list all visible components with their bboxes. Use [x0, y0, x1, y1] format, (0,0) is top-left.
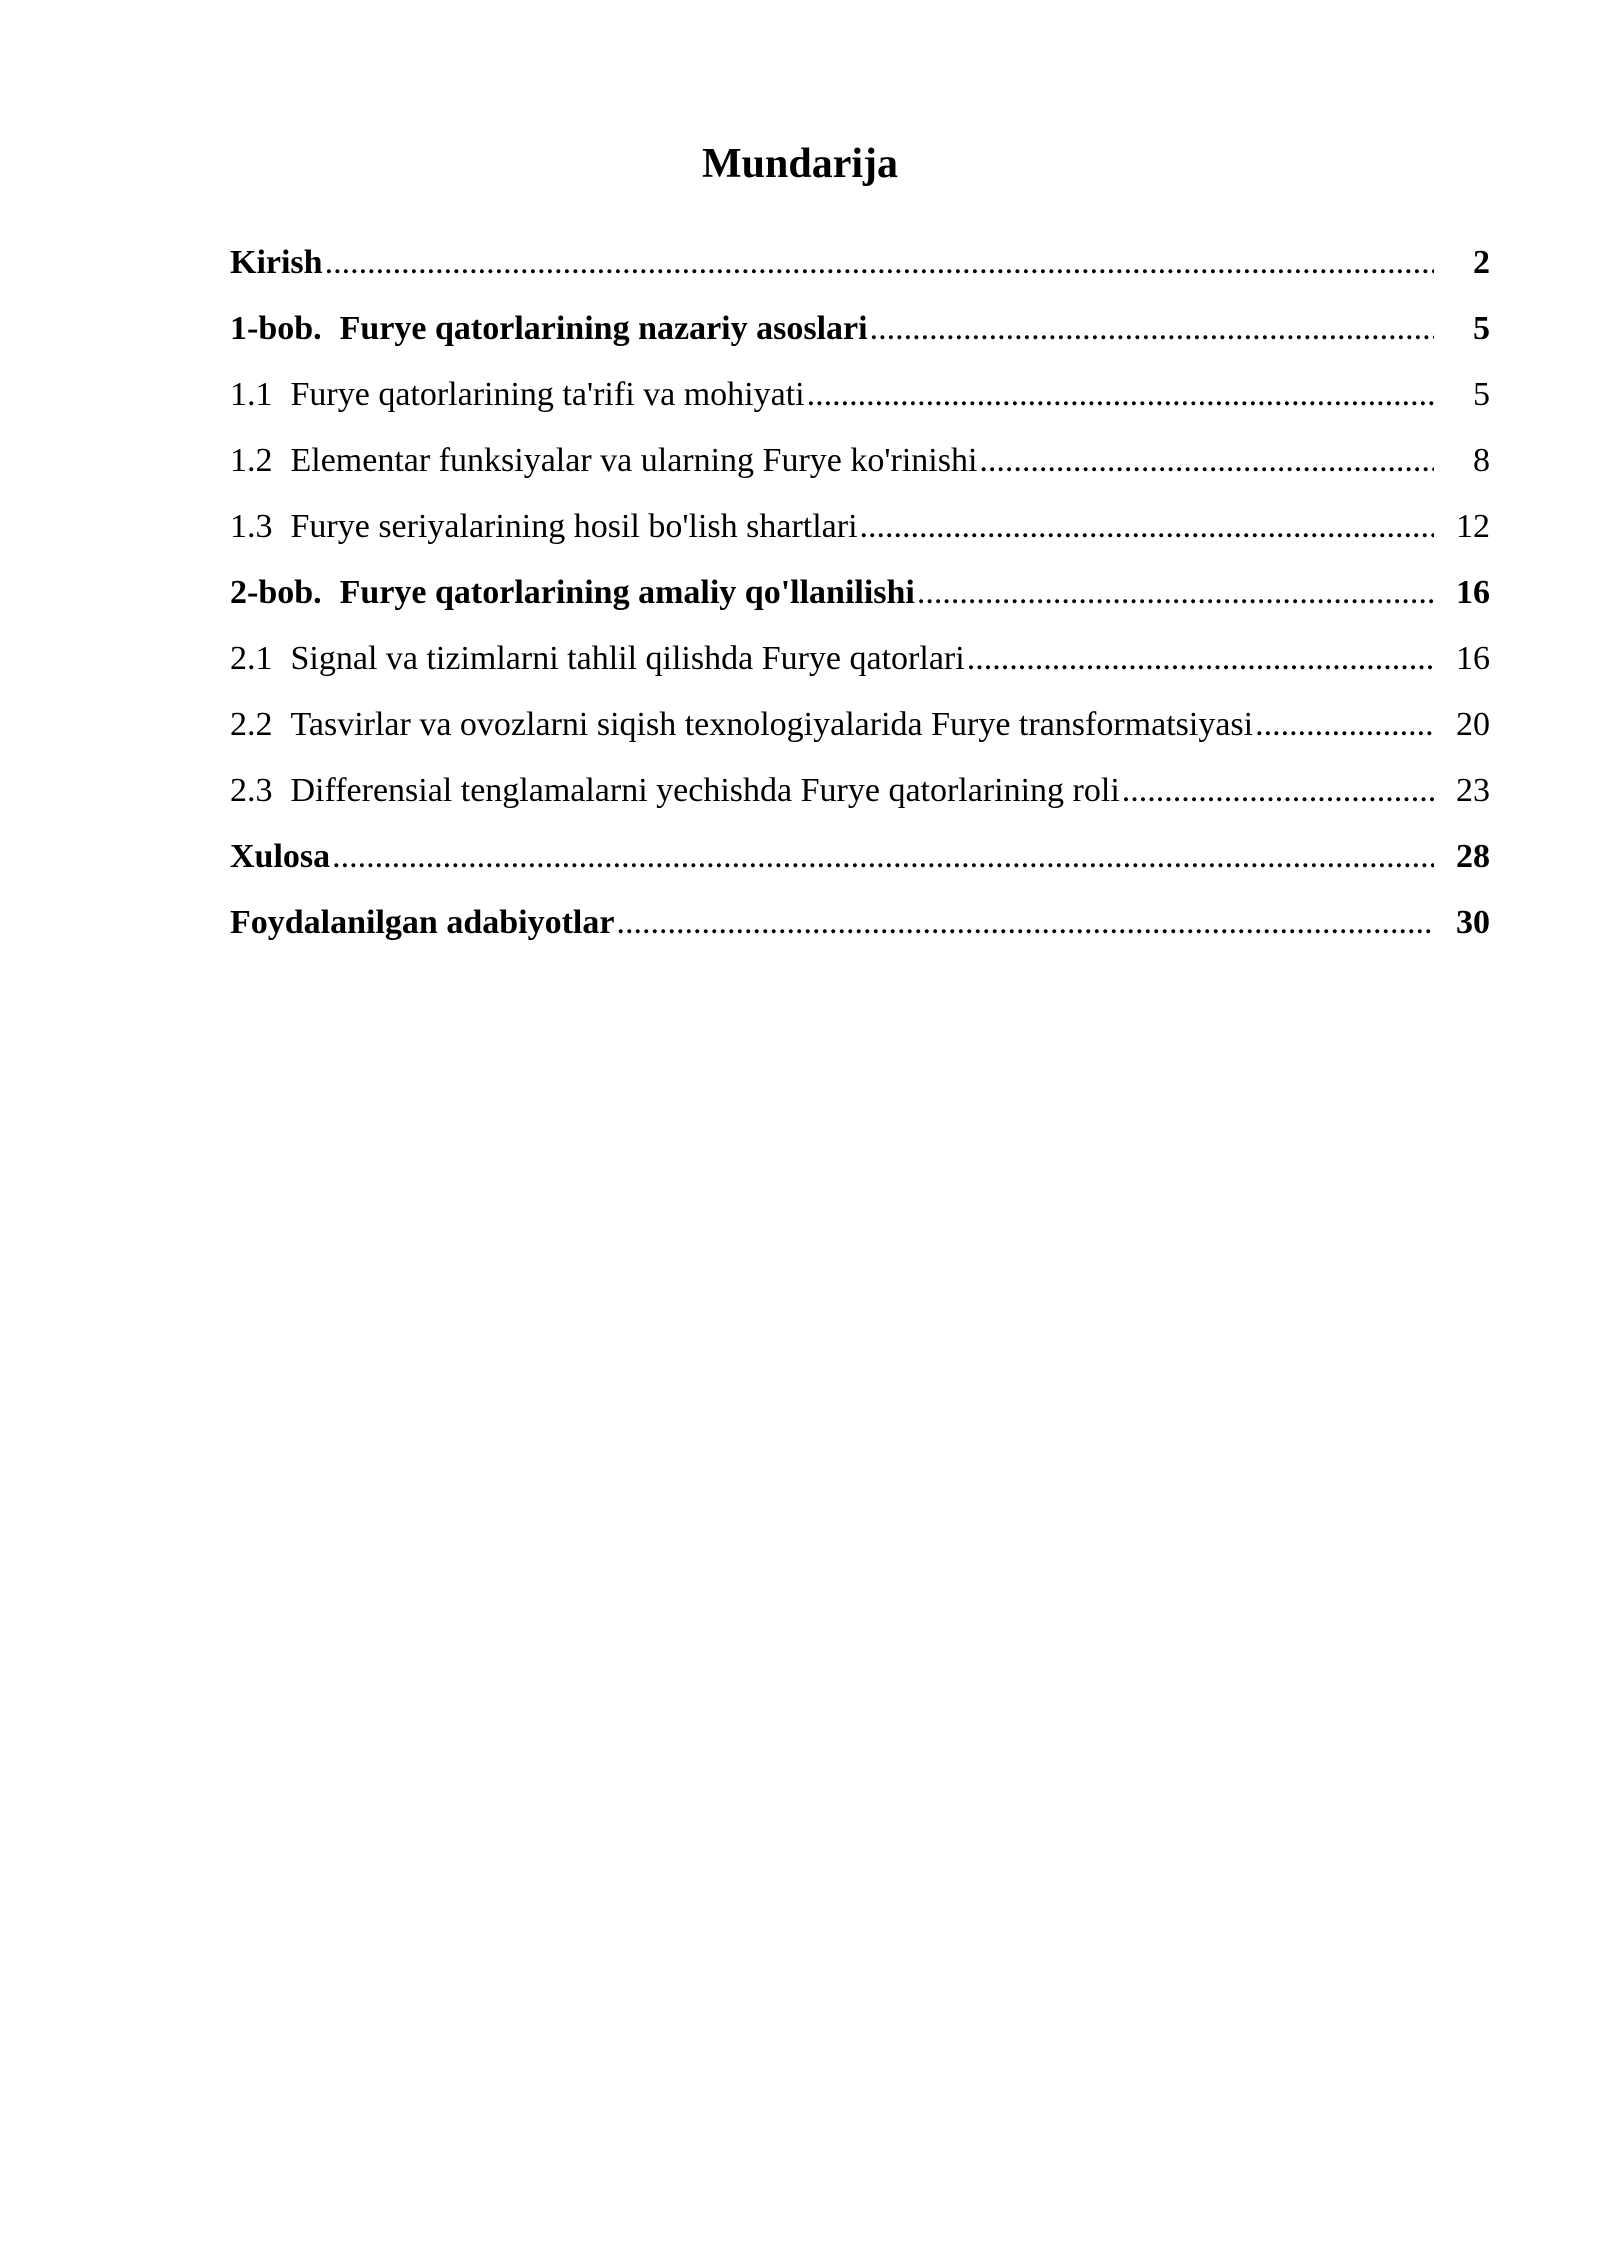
- toc-entry-label: [230, 574, 915, 612]
- toc-leader-dots: [979, 442, 1434, 480]
- toc-entry-section-2-1: [230, 640, 1490, 706]
- toc-entry-label: [230, 508, 858, 546]
- toc-leader-dots: [807, 376, 1434, 414]
- toc-entry-label: [230, 904, 614, 942]
- toc-entry-title: Xulosa: [230, 838, 331, 875]
- toc-entry-label: [230, 706, 1253, 744]
- toc-entry-label: [230, 244, 323, 282]
- toc-entry-xulosa: [230, 838, 1490, 904]
- toc-entry-section-1-2: [230, 442, 1490, 508]
- toc-entry-section-1-3: [230, 508, 1490, 574]
- toc-entry-label: [230, 442, 977, 480]
- toc-leader-dots: [325, 244, 1434, 282]
- toc-entry-title: Furye qatorlarining amaliy qo'llanilishi: [339, 574, 915, 611]
- toc-entry-title: Furye qatorlarining ta'rifi va mohiyati: [290, 376, 805, 413]
- toc-entry-number: 2-bob.: [230, 574, 322, 611]
- page-title: Mundarija: [701, 141, 898, 187]
- toc-page-number: 5: [1473, 310, 1490, 347]
- toc-entry-number: 1.3: [230, 508, 273, 545]
- toc-page-number: 30: [1456, 904, 1490, 941]
- toc-leader-dots: [1255, 706, 1434, 744]
- toc-entry-title: Furye qatorlarining nazariy asoslari: [339, 310, 868, 347]
- toc-entry-number: 1.2: [230, 442, 273, 479]
- toc-entry-label: [230, 838, 330, 876]
- toc-page-number: 23: [1456, 772, 1490, 809]
- toc-entry-title: Foydalanilgan adabiyotlar: [230, 904, 615, 941]
- toc-entry-label: [230, 772, 1120, 810]
- toc-entry-chapter-1: [230, 310, 1490, 376]
- toc-page-number: 8: [1473, 442, 1490, 479]
- toc-entry-number: 2.3: [230, 772, 273, 809]
- toc-page-number: 20: [1456, 706, 1490, 743]
- toc-entry-label: [230, 310, 868, 348]
- table-of-contents: [230, 244, 1490, 970]
- toc-entry-title: Furye seriyalarining hosil bo'lish shartlari: [290, 508, 858, 545]
- toc-leader-dots: [860, 508, 1434, 546]
- toc-page-number: 2: [1473, 244, 1490, 281]
- toc-entry-references: [230, 904, 1490, 970]
- toc-leader-dots: [332, 838, 1434, 876]
- toc-entry-label: [230, 376, 805, 414]
- toc-entry-number: 2.1: [230, 640, 273, 677]
- toc-page-number: 12: [1456, 508, 1490, 545]
- toc-leader-dots: [870, 310, 1434, 348]
- toc-entry-title: Kirish: [230, 244, 323, 281]
- toc-entry-number: 2.2: [230, 706, 273, 743]
- toc-entry-title: Differensial tenglamalarni yechishda Furye qatorlarining roli: [290, 772, 1120, 809]
- toc-entry-title: Tasvirlar va ovozlarni siqish texnologiyalarida Furye transformatsiyasi: [290, 706, 1254, 743]
- toc-page-number: 5: [1473, 376, 1490, 413]
- toc-entry-section-2-3: [230, 772, 1490, 838]
- toc-page-number: 16: [1456, 574, 1490, 611]
- toc-leader-dots: [1122, 772, 1434, 810]
- toc-entry-label: [230, 640, 965, 678]
- toc-page-number: 16: [1456, 640, 1490, 677]
- toc-entry-number: 1-bob.: [230, 310, 322, 347]
- toc-entry-section-1-1: [230, 376, 1490, 442]
- toc-entry-title: Signal va tizimlarni tahlil qilishda Furye qatorlari: [290, 640, 965, 677]
- toc-leader-dots: [917, 574, 1434, 612]
- toc-entry-chapter-2: [230, 574, 1490, 640]
- toc-entry-number: 1.1: [230, 376, 273, 413]
- toc-entry-section-2-2: [230, 706, 1490, 772]
- toc-leader-dots: [616, 904, 1434, 942]
- toc-page-number: 28: [1456, 838, 1490, 875]
- toc-entry-kirish: [230, 244, 1490, 310]
- toc-leader-dots: [967, 640, 1434, 678]
- toc-entry-title: Elementar funksiyalar va ularning Furye ko'rinishi: [290, 442, 978, 479]
